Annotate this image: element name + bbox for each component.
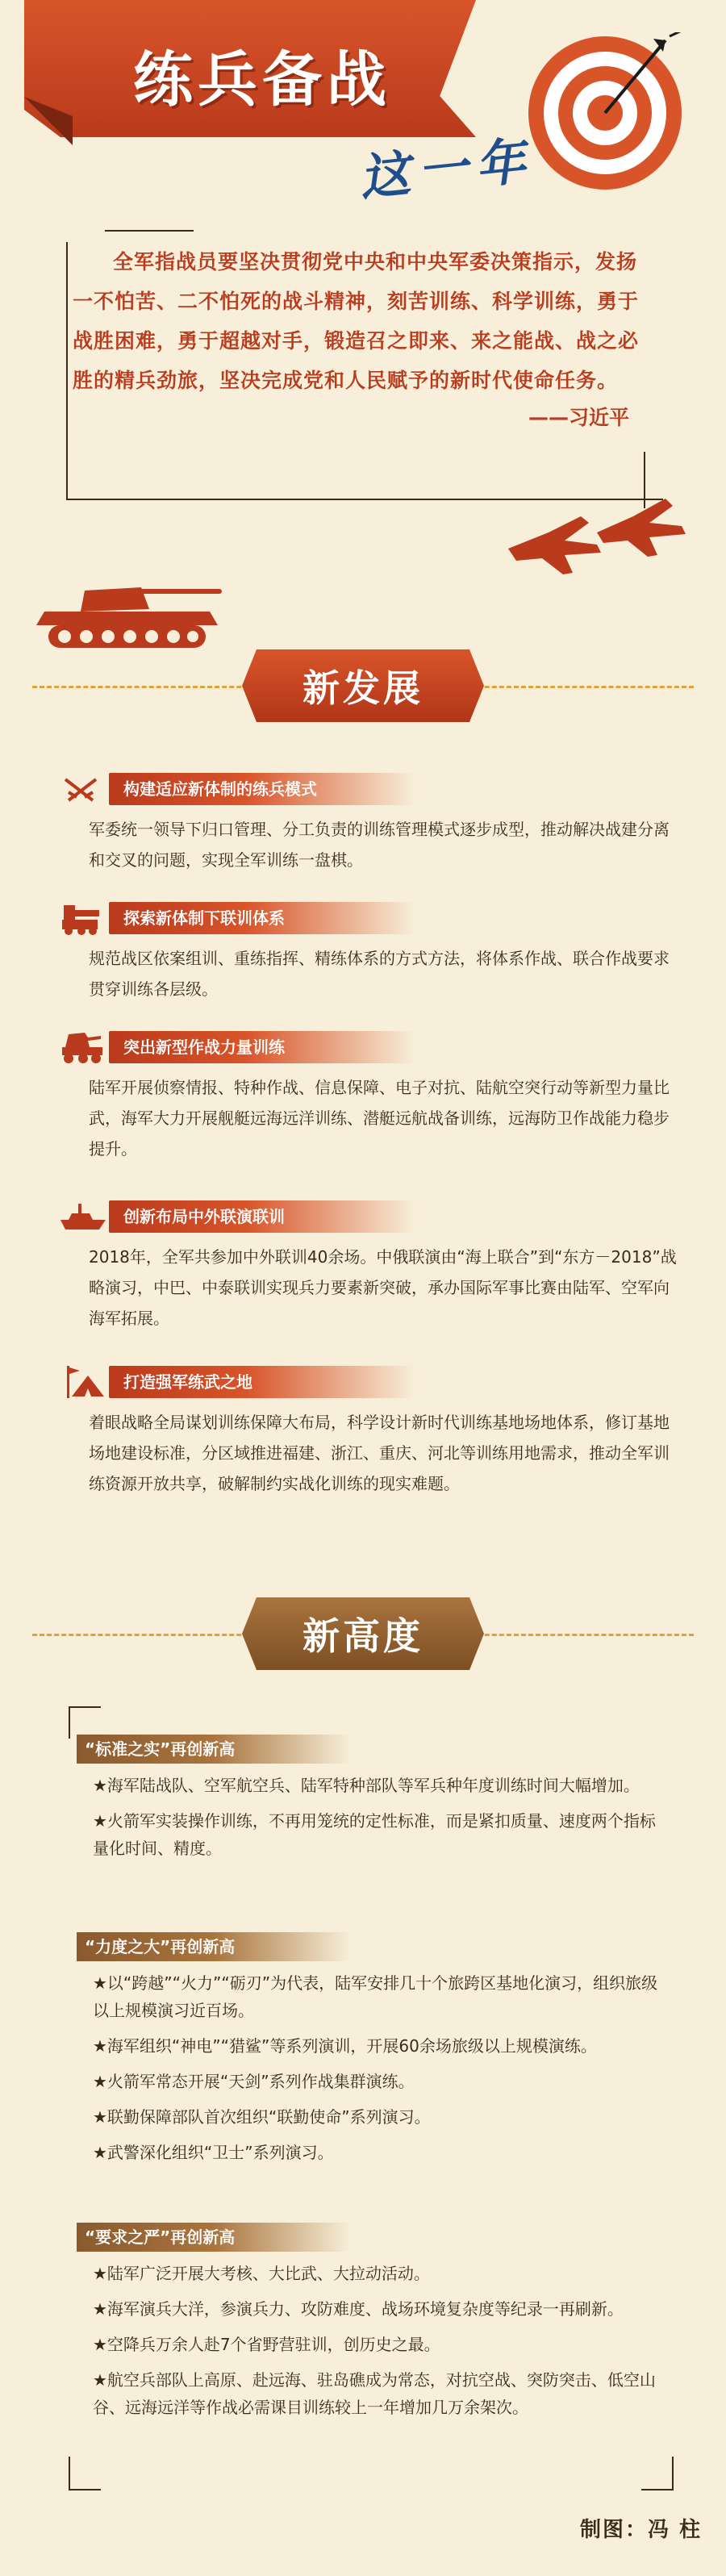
frame-corner [69, 1706, 101, 1708]
height-item: ★火箭军常态开展“天剑”系列作战集群演练。 [93, 2072, 415, 2091]
dev-item-text: 规范战区依案组训、重练指挥、精练体系的方式方法，将体系作战、联合作战要求贯穿训练各层级。 [89, 949, 670, 999]
dev-item-text: 着眼战略全局谋划训练保障大布局，科学设计新时代训练基地场地体系，修订基地场地建设标准，分区域推进福建、浙江、重庆、河北等训练用地需求，推动全军训练资源开放共享，破解制约实战化训练的现实难题。 [89, 1413, 670, 1493]
height-item: ★武警深化组织“卫士”系列演习。 [93, 2143, 334, 2162]
artillery-icon [60, 900, 109, 937]
dev-item [60, 900, 682, 1004]
frame-corner [69, 1706, 70, 1739]
height-item: ★以“跨越”“火力”“砺刃”为代表，陆军安排几十个旅跨区基地化演习，组织旅级以上规模演习近百场。 [93, 1973, 658, 2020]
dev-item-text: 军委统一领导下归口管理、分工负责的训练管理模式逐步成型，推动解决战建分离和交叉的问题，实现全军训练一盘棋。 [89, 820, 670, 870]
height-item: ★火箭军实装操作训练，不再用笼统的定性标准，而是紧扣质量、速度两个指标量化时间、精度。 [93, 1811, 656, 1858]
height-item: ★海军组织“神电”“猎鲨”等系列演训，开展60余场旅级以上规模演练。 [93, 2036, 597, 2056]
dev-item-text: 陆军开展侦察情报、特种作战、信息保障、电子对抗、陆航空突行动等新型力量比武，海军大力开展舰艇远海远洋训练、潜艇远航战备训练，远海防卫作战能力稳步提升。 [89, 1078, 670, 1159]
height-group-head: “力度之大”再创新高 [77, 1932, 351, 1961]
credit: 制图：冯 柱 [579, 2518, 702, 2542]
height-item: ★航空兵部队上高原、赴远海、驻岛礁成为常态，对抗空战、突防突击、低空山谷、远海远洋等作战必需课目训练较上一年增加几万余架次。 [93, 2370, 656, 2417]
frame-corner [672, 2457, 674, 2489]
height-group-head: “要求之严”再创新高 [77, 2223, 351, 2252]
camp-tent-icon [60, 1363, 109, 1401]
dev-item [60, 1198, 682, 1334]
quote-frame-left [66, 242, 68, 500]
section-title: 新高度 [302, 1614, 424, 1658]
quote-text: 全军指战员要坚决贯彻党中央和中央军委决策指示，发扬一不怕苦、二不怕死的战斗精神，刻苦训练、科学训练，勇于战胜困难，勇于超越对手，锻造召之即来、来之能战、战之必胜的精兵劲旅，坚决完成党和人民赋予的新时代使命任务。 [73, 250, 640, 392]
height-item: ★空降兵万余人赴7个省野营驻训，创历史之最。 [93, 2335, 440, 2354]
quote [73, 242, 653, 431]
height-group [77, 1932, 666, 2166]
dev-item-label: 构建适应新体制的练兵模式 [109, 773, 415, 805]
page-title: 练兵备战 [133, 45, 391, 115]
dev-item-label: 打造强军练武之地 [109, 1366, 415, 1398]
tank-icon [36, 581, 226, 653]
section-banner-new-height [242, 1597, 484, 1670]
dev-item [60, 1363, 682, 1499]
dev-item-label: 探索新体制下联训体系 [109, 902, 415, 934]
height-group [77, 2223, 666, 2421]
fighter-jets-icon [492, 484, 694, 581]
dev-item [60, 770, 682, 875]
quote-frame-top [105, 230, 194, 232]
frame-corner [69, 2489, 101, 2490]
quote-signature: ——习近平 [528, 406, 629, 429]
armored-vehicle-icon [60, 1029, 109, 1066]
dev-item-label: 突出新型作战力量训练 [109, 1031, 415, 1063]
dev-item [60, 1029, 682, 1164]
height-item: ★联勤保障部队首次组织“联勤使命”系列演习。 [93, 2107, 431, 2127]
warship-icon [60, 1198, 109, 1235]
swords-icon [60, 770, 109, 808]
height-item: ★陆军广泛开展大考核、大比武、大拉动活动。 [93, 2264, 430, 2283]
target-icon [524, 32, 686, 194]
height-group [77, 1735, 666, 1862]
dev-item-text: 2018年，全军共参加中外联训40余场。中俄联演由“海上联合”到“东方－2018”战略演习，中巴、中泰联训实现兵力要素新突破，承办国际军事比赛由陆军、空军向海军拓展。 [89, 1247, 677, 1328]
section-title: 新发展 [302, 666, 424, 710]
frame-corner [641, 2489, 674, 2490]
dev-item-label: 创新布局中外联演联训 [109, 1200, 415, 1233]
height-item: ★海军陆战队、空军航空兵、陆军特种部队等军兵种年度训练时间大幅增加。 [93, 1776, 640, 1795]
frame-corner [69, 2457, 70, 2489]
height-group-head: “标准之实”再创新高 [77, 1735, 351, 1764]
page-subtitle: 这一年 [357, 130, 536, 208]
section-banner-new-development [242, 649, 484, 722]
height-item: ★海军演兵大洋，参演兵力、攻防难度、战场环境复杂度等纪录一再刷新。 [93, 2299, 624, 2319]
